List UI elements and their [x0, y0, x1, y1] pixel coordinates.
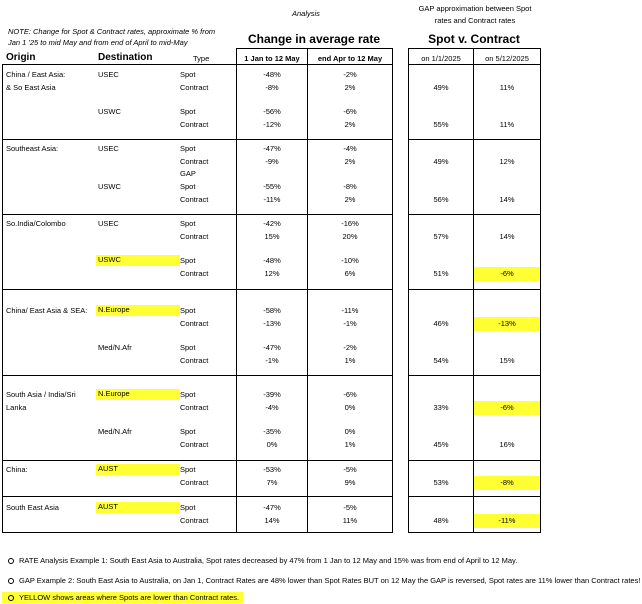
destination-cell: Med/N.Afr [98, 427, 132, 436]
type-cell: Contract [180, 319, 209, 328]
col-destination: Destination [98, 52, 153, 63]
analysis-label: Analysis [292, 9, 320, 18]
origin-cell: China / East Asia: [6, 70, 66, 79]
change-jan-may: -48% [263, 256, 281, 265]
gap-jan: 48% [433, 516, 449, 525]
change-jan-may: 7% [266, 478, 278, 487]
change-apr-may: 2% [344, 157, 356, 166]
origin-cell: Lanka [6, 403, 27, 412]
type-cell: Spot [180, 144, 196, 153]
gap-may: 14% [499, 195, 515, 204]
change-apr-may: 11% [342, 516, 358, 525]
change-apr-may: 2% [344, 120, 356, 129]
gap-may: -8% [474, 476, 540, 490]
change-apr-may: 2% [344, 83, 356, 92]
change-jan-may: -1% [265, 356, 279, 365]
type-cell: Contract [180, 478, 209, 487]
gap-may: 11% [499, 83, 515, 92]
change-jan-may: -47% [263, 144, 281, 153]
change-jan-may: -39% [263, 390, 281, 399]
change-jan-may: -53% [263, 465, 281, 474]
type-cell: Contract [180, 269, 209, 278]
type-cell: Spot [180, 306, 196, 315]
type-cell: Contract [180, 83, 209, 92]
change-apr-may: -2% [343, 70, 357, 79]
type-cell: Contract [180, 440, 209, 449]
change-apr-may: 6% [344, 269, 356, 278]
col-apr-may: end Apr to 12 May [317, 54, 383, 63]
change-apr-may: 1% [344, 356, 356, 365]
gap-jan: 49% [433, 157, 449, 166]
gap-may: 15% [499, 356, 515, 365]
change-jan-may: 15% [264, 232, 280, 241]
gap-jan: 57% [433, 232, 449, 241]
change-apr-may: 2% [344, 195, 356, 204]
change-apr-may: -10% [341, 256, 359, 265]
change-jan-may: 12% [264, 269, 280, 278]
gap-jan: 46% [433, 319, 449, 328]
col-origin: Origin [6, 52, 36, 63]
change-jan-may: -42% [263, 219, 281, 228]
type-cell: Contract [180, 157, 209, 166]
gap-jan: 54% [433, 356, 449, 365]
gap-may: -6% [474, 267, 540, 281]
destination-cell: USEC [98, 70, 119, 79]
change-jan-may: -47% [263, 503, 281, 512]
destination-cell: AUST [96, 502, 180, 513]
bullet-icon [8, 595, 14, 601]
change-apr-may: 0% [344, 427, 356, 436]
type-cell: Spot [180, 182, 196, 191]
gap-jan: 45% [433, 440, 449, 449]
destination-cell: USWC [96, 255, 180, 266]
gap-jan: 55% [433, 120, 449, 129]
type-cell: Contract [180, 120, 209, 129]
gap-title: Spot v. Contract [428, 32, 520, 46]
note-example-1: RATE Analysis Example 1: South East Asia to Australia, Spot rates decreased by 47% from 1 Jan to 12 May and 15% was from end of April to 12 May. [8, 556, 517, 565]
gap-jan: 53% [433, 478, 449, 487]
gap-caption-1: GAP approximation between Spot [418, 4, 532, 13]
change-jan-may: -56% [263, 107, 281, 116]
destination-cell: N.Europe [96, 389, 180, 400]
gap-may: 11% [499, 120, 515, 129]
destination-cell: USWC [98, 182, 121, 191]
change-jan-may: -35% [263, 427, 281, 436]
type-cell: Spot [180, 70, 196, 79]
origin-cell: China/ East Asia & SEA: [6, 306, 88, 315]
destination-cell: USEC [98, 219, 119, 228]
destination-cell: N.Europe [96, 305, 180, 316]
change-jan-may: 0% [266, 440, 278, 449]
change-apr-may: 20% [342, 232, 358, 241]
col-type: Type [193, 54, 210, 63]
gap-may: 16% [499, 440, 515, 449]
note-line-2: Jan 1 '25 to mid May and from end of April to mid-May [8, 38, 188, 47]
change-apr-may: 0% [344, 403, 356, 412]
type-cell: GAP [180, 169, 196, 178]
change-jan-may: -48% [263, 70, 281, 79]
note-line-1: NOTE: Change for Spot & Contract rates, approximate % from [8, 27, 216, 36]
change-apr-may: 1% [344, 440, 356, 449]
type-cell: Spot [180, 390, 196, 399]
type-cell: Spot [180, 343, 196, 352]
change-apr-may: -1% [343, 319, 357, 328]
change-apr-may: -6% [343, 107, 357, 116]
col-jan-may: 1 Jan to 12 May [244, 54, 300, 63]
note-yellow: YELLOW shows areas where Spots are lower than Contract rates. [2, 592, 243, 603]
type-cell: Spot [180, 427, 196, 436]
destination-cell: AUST [96, 464, 180, 475]
change-jan-may: -12% [263, 120, 281, 129]
change-jan-may: -9% [265, 157, 279, 166]
destination-cell: USEC [98, 144, 119, 153]
change-jan-may: -47% [263, 343, 281, 352]
change-apr-may: -5% [343, 503, 357, 512]
gap-may: -13% [474, 317, 540, 331]
change-apr-may: -11% [341, 306, 359, 315]
type-cell: Spot [180, 107, 196, 116]
change-apr-may: -2% [343, 343, 357, 352]
gap-may: -11% [474, 514, 540, 528]
gap-jan: 51% [433, 269, 449, 278]
col-date-2: on 5/12/2025 [485, 54, 529, 63]
type-cell: Contract [180, 195, 209, 204]
gap-may: 14% [499, 232, 515, 241]
change-apr-may: -4% [343, 144, 357, 153]
destination-cell: Med/N.Afr [98, 343, 132, 352]
origin-cell: China: [6, 465, 28, 474]
change-jan-may: -4% [265, 403, 279, 412]
change-jan-may: -13% [263, 319, 281, 328]
gap-jan: 33% [433, 403, 449, 412]
type-cell: Spot [180, 503, 196, 512]
gap-jan: 49% [433, 83, 449, 92]
note-example-2: GAP Example 2: South East Asia to Australia, on Jan 1, Contract Rates are 48% lower than Spot Rates BUT on 12 May the GAP is reversed, Spot rates are 11% lower than Contract rates! [8, 576, 640, 585]
destination-cell: USWC [98, 107, 121, 116]
origin-cell: Southeast Asia: [6, 144, 59, 153]
gap-may: -6% [474, 401, 540, 415]
change-apr-may: 9% [344, 478, 356, 487]
type-cell: Spot [180, 256, 196, 265]
bullet-icon [8, 558, 14, 564]
change-jan-may: -11% [263, 195, 281, 204]
change-jan-may: -8% [265, 83, 279, 92]
type-cell: Spot [180, 219, 196, 228]
gap-caption-2: rates and Contract rates [434, 16, 516, 25]
type-cell: Contract [180, 356, 209, 365]
bullet-icon [8, 578, 14, 584]
origin-cell: & So East Asia [6, 83, 56, 92]
origin-cell: South East Asia [6, 503, 59, 512]
change-jan-may: -55% [263, 182, 281, 191]
type-cell: Contract [180, 516, 209, 525]
type-cell: Spot [180, 465, 196, 474]
change-apr-may: -16% [341, 219, 359, 228]
type-cell: Contract [180, 403, 209, 412]
gap-may: 12% [499, 157, 515, 166]
change-apr-may: -8% [343, 182, 357, 191]
origin-cell: So.India/Colombo [6, 219, 66, 228]
change-apr-may: -5% [343, 465, 357, 474]
gap-jan: 56% [433, 195, 449, 204]
change-jan-may: 14% [264, 516, 280, 525]
change-title: Change in average rate [247, 32, 381, 46]
type-cell: Contract [180, 232, 209, 241]
origin-cell: South Asia / India/Sri [6, 390, 76, 399]
change-jan-may: -58% [263, 306, 281, 315]
change-apr-may: -6% [343, 390, 357, 399]
col-date-1: on 1/1/2025 [421, 54, 461, 63]
